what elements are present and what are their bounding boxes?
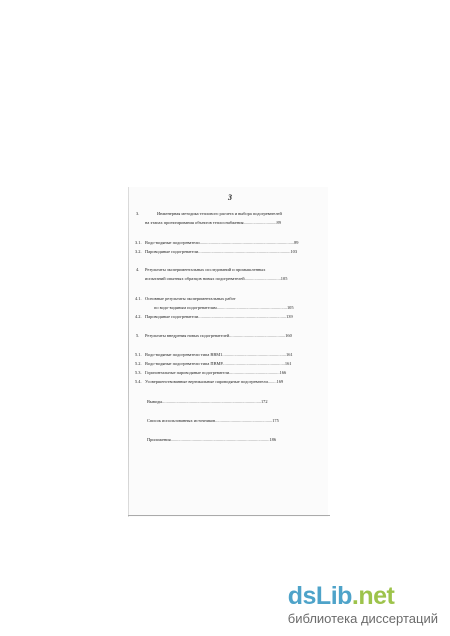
toc-number: 4. [136,267,140,272]
toc-number: 5.3. [135,370,142,375]
toc-number: 3.1. [135,240,142,245]
page-number: 3 [228,193,232,202]
toc-number: 3. [136,211,140,216]
toc-leader: ......................................................... [222,361,285,366]
dslib-logo: dsLib.net [287,582,395,610]
toc-number: 5.2. [135,361,142,366]
toc-title-line: Усовершенствованные вертикальные пароводяные подогреватели [145,379,268,384]
toc-leader: .......................................................................................... [170,437,270,442]
toc-leader: ........ [267,379,277,384]
toc-page: 172 [260,399,268,404]
toc-page: 139 [286,314,293,319]
toc-title-line: Инженерная методика теплового расчета и выбора подогревателей [157,211,282,216]
toc-number: 4.1. [135,296,142,301]
toc-title-line: Пароводяные подогреватели [145,314,199,319]
toc-page: 166 [279,370,287,375]
toc-number: 3.2. [135,249,142,254]
toc-title-line: испытаний опытных образцов новых подогревателей [145,276,245,281]
toc-leader: .................................................... [215,418,273,423]
toc-page: 105 [286,305,294,310]
toc-title-line: Выводы [147,399,163,404]
toc-title-line: Водо-водяные подогреватели типа ВВМ1 [145,352,223,357]
toc-title-line: Основные результаты экспериментальных работ [145,296,236,301]
watermark-subtitle: библиотека диссертаций [287,611,438,626]
toc-leader: ...................................................................................... [199,240,295,245]
toc-page: 89 [276,220,281,225]
toc-title-line: Результаты экспериментальных исследований и промышленных [145,267,266,272]
toc-title-line: на этапах проектирования объектов теплоснабжения [145,220,244,225]
toc-title-line: Горизонтальные пароводяные подогреватели [145,370,230,375]
scan-edge [128,187,129,517]
toc-number: 5.4. [135,379,142,384]
toc-page: 103 [290,249,298,254]
toc-page: 89 [294,240,299,245]
toc-page: 169 [276,379,284,384]
toc-title-line: Водо-водяные подогреватели [145,240,200,245]
toc-page: 186 [269,437,277,442]
toc-leader: .................................................................................... [198,249,291,254]
dslib-watermark [288,584,438,626]
toc-leader: .......................................................................................... [162,399,261,404]
toc-number: 5.1. [135,352,142,357]
toc-leader: ................................................................................ [198,314,287,319]
toc-number: 5. [136,333,140,338]
toc-leader: ................................................................ [216,305,287,310]
scan-edge-bottom [128,515,330,516]
toc-page: 105 [280,276,288,281]
toc-leader: .......................................................... [222,352,287,357]
toc-page: 160 [285,333,292,338]
toc-leader: ................................. [244,276,281,281]
toc-title-line: Пароводяные подогреватели [145,249,199,254]
toc-page: 175 [272,418,279,423]
toc-number: 4.2. [135,314,142,319]
toc-leader: ................................................... [229,333,286,338]
toc-leader: .............................................. [229,370,280,375]
toc-title-line: по водо-водяным подогревателям [154,305,217,310]
toc-title-line: Список использованных источников [147,418,216,423]
toc-title-line: Водо-водяные подогреватели типа ПВМР [145,361,223,366]
toc-title-line: Результаты внедрения новых подогревателей [145,333,230,338]
toc-page: 161 [286,352,293,357]
toc-title-line: Приложения [147,437,171,442]
toc-leader: .............................. [243,220,277,225]
toc-page: 161 [284,361,292,366]
